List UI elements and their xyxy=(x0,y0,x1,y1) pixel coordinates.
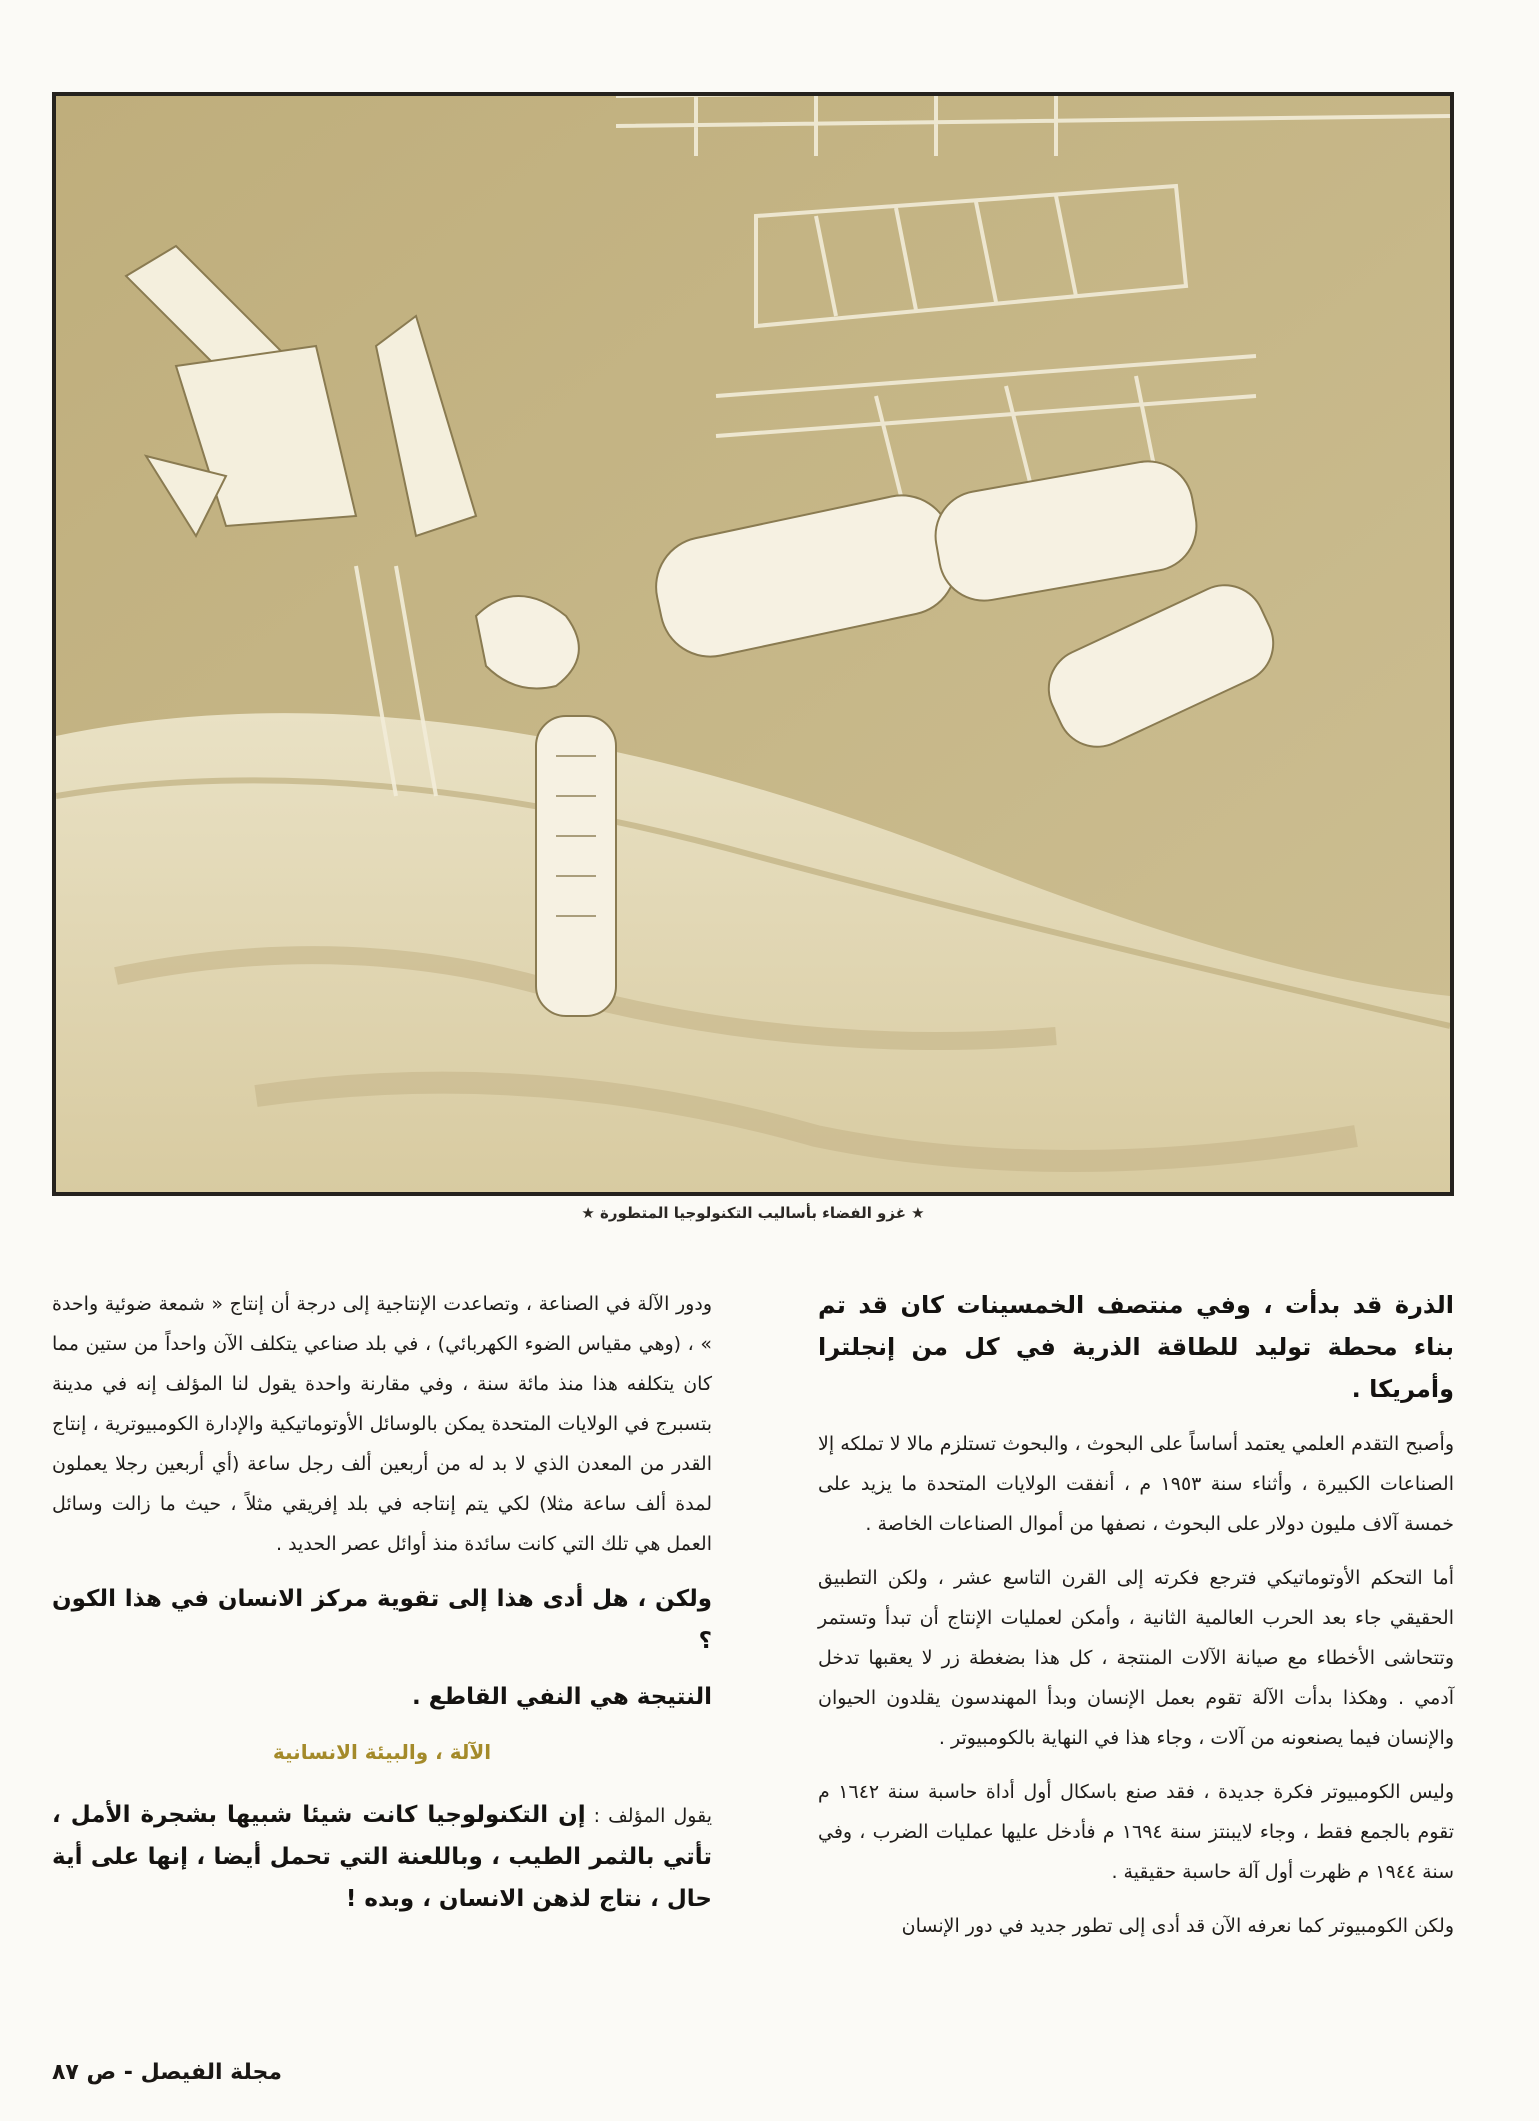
section-heading: الآلة ، والبيئة الانسانية xyxy=(272,1740,492,1764)
left-question: ولكن ، هل أدى هذا إلى تقوية مركز الانسان في هذا الكون ؟ xyxy=(52,1586,712,1654)
space-station-photo xyxy=(52,92,1454,1196)
page-footer: مجلة الفيصل - ص ٨٧ xyxy=(52,2060,282,2085)
right-lead-paragraph: الذرة قد بدأت ، وفي منتصف الخمسينات كان قد تم بناء محطة توليد للطاقة الذرية في كل من إنجلترا وأمريكا . xyxy=(818,1291,1454,1403)
article-right-column xyxy=(818,1284,1454,1960)
right-paragraph-automation: أما التحكم الأوتوماتيكي فترجع فكرته إلى القرن التاسع عشر ، ولكن التطبيق الحقيقي جاء بعد الحرب العالمية الثانية ، وأمكن لعمليات الإنتاج أن تبدأ وتستمر وتتحاشى الأخطاء مع صيانة الآلات المنتجة ، كل هذا بضغطة زر لا يعقبها تدخل آدمي . وهكذا بدأت الآلة تقوم بعمل الإنسان وبدأ المهندسون يقلدون الحيوان والإنسان فيما يصنعونه من آلات ، وجاء هذا في النهاية بالكومبيوتر . xyxy=(818,1567,1454,1749)
right-paragraph-continuation: ولكن الكومبيوتر كما نعرفه الآن قد أدى إلى تطور جديد في دور الإنسان xyxy=(901,1915,1454,1937)
left-answer: النتيجة هي النفي القاطع . xyxy=(411,1684,712,1710)
figure-caption: ★ غزو الفضاء بأساليب التكنولوجيا المتطورة ★ xyxy=(581,1204,925,1222)
left-paragraph-productivity: ودور الآلة في الصناعة ، وتصاعدت الإنتاجية إلى درجة أن إنتاج « شمعة ضوئية واحدة » ، (وهي مقياس الضوء الكهربائي) ، في بلد صناعي يتكلف الآن واحداً من ستين مما كان يتكلفه هذا منذ مائة سنة ، وفي مقارنة واحدة يقول لنا المؤلف إنه في مدينة بتسبرج في الولايات المتحدة يمكن بالوسائل الأوتوماتيكية والإدارة الكومبيوترية ، إنتاج القدر من المعدن الذي لا بد له من أربعين ألف رجل ساعة (أي أربعين رجلا يعملون لمدة ألف ساعة مثلا) لكي يتم إنتاجه في بلد إفريقي مثلاً ، حيث ما زالت وسائل العمل هي تلك التي كانت سائدة منذ أوائل عصر الحديد . xyxy=(52,1293,712,1555)
quote-text: إن التكنولوجيا كانت شيئا شبيها بشجرة الأمل ، تأتي بالثمر الطيب ، وباللعنة التي تحمل أيضا ، إنها على أية حال ، نتاج لذهن الانسان ، وبده ! xyxy=(52,1802,712,1912)
quote-intro: يقول المؤلف : xyxy=(593,1805,713,1827)
right-paragraph-research: وأصبح التقدم العلمي يعتمد أساساً على البحوث ، والبحوث تستلزم مالا لا تملكه إلا الصناعات الكبيرة ، وأثناء سنة ١٩٥٣ م ، أنفقت الولايات المتحدة ما يزيد على خمسة آلاف مليون دولار على البحوث ، نصفها من أموال الصناعات الخاصة . xyxy=(818,1433,1454,1535)
article-left-column xyxy=(52,1284,712,1934)
author-quote xyxy=(52,1794,712,1920)
right-paragraph-computer-history: وليس الكومبيوتر فكرة جديدة ، فقد صنع باسكال أول أداة حاسبة سنة ١٦٤٢ م تقوم بالجمع فقط ، وجاء لايبنتز سنة ١٦٩٤ م فأدخل عليها عمليات الضرب ، وفي سنة ١٩٤٤ م ظهرت أول آلة حاسبة حقيقية . xyxy=(818,1781,1455,1883)
space-station-illustration xyxy=(56,96,1450,1192)
